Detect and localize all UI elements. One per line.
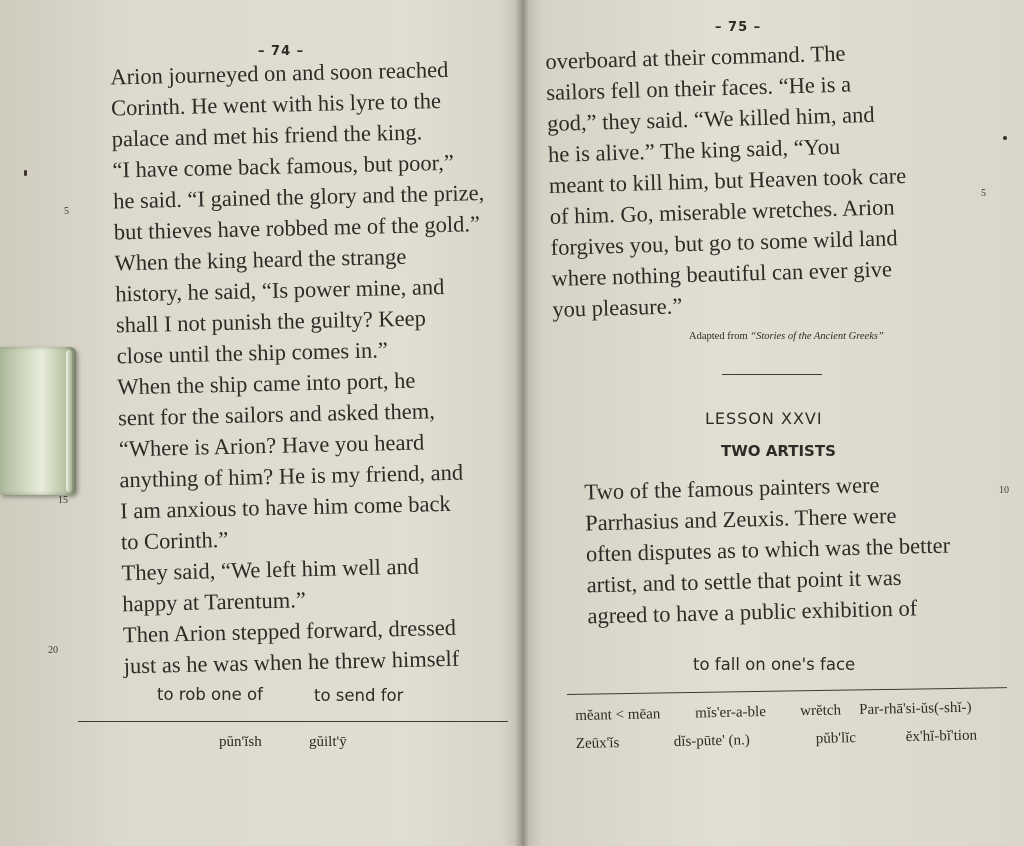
left-page-text [88, 53, 514, 682]
pronunciation-guide [575, 695, 1016, 764]
text-line: shall I not punish the guilty? Keep [115, 305, 427, 338]
text-line: I am anxious to have him come back [119, 490, 451, 524]
paragraph [88, 53, 502, 155]
text-line: “Where is Arion? Have you heard [118, 429, 425, 462]
section-rule [722, 374, 822, 375]
text-line: happy at Tarentum.” [122, 587, 307, 617]
paragraph [92, 239, 507, 372]
text-line: he is alive.” The king said, “You [547, 133, 841, 167]
pronunciation: pŭn'ĭsh [219, 734, 262, 750]
paragraph [101, 611, 514, 682]
pronunciation: wrĕtch [800, 702, 842, 720]
pronunciation: Zeūx'ĭs [575, 735, 620, 752]
footnote-rule [78, 721, 508, 722]
text-line: Two of the famous painters were [584, 472, 880, 505]
paragraph [562, 466, 998, 632]
paragraph [90, 146, 504, 248]
text-line: of him. Go, miserable wretches. Arion [549, 194, 895, 229]
text-line: They said, “We left him well and [121, 553, 420, 586]
text-line: Then Arion stepped forward, dressed [122, 614, 457, 648]
pronunciation: Par-rhā'si-ŭs(-shĭ-) [859, 699, 972, 719]
text-line: history, he said, “Is power mine, and [114, 273, 445, 307]
text-line: you pleasure.” [552, 293, 683, 322]
paragraph [95, 363, 511, 558]
glass-page-weight-edge [66, 350, 72, 492]
pronunciation: dĭs-pūte' (n.) [673, 732, 750, 750]
text-line: to Corinth.” [120, 526, 229, 555]
text-line: artist, and to settle that point it was [586, 564, 902, 598]
right-page-text-bottom [562, 466, 998, 632]
paragraph [545, 34, 973, 325]
text-line: meant to kill him, but Heaven took care [548, 162, 907, 198]
footnote-rule [567, 687, 1007, 695]
footnote: to fall on one's face [693, 655, 856, 674]
text-line: sailors fell on their faces. “He is a [545, 71, 852, 105]
footnote: to send for [314, 686, 404, 705]
text-line: “I have come back famous, but poor,” [112, 149, 455, 183]
line-number: 20 [48, 645, 58, 656]
line-number: 15 [58, 495, 68, 506]
page-number-74: – 74 – [258, 44, 305, 59]
footnote: to rob one of [157, 685, 263, 704]
ink-speck [1003, 136, 1007, 140]
text-line: Corinth. He went with his lyre to the [110, 88, 442, 121]
text-line: often disputes as to which was the better [585, 532, 951, 567]
text-line: Arion journeyed on and soon reached [110, 56, 449, 90]
attribution-prefix: Adapted from [689, 331, 748, 342]
text-line: close until the ship comes in.” [116, 337, 389, 369]
text-line: but thieves have robbed me of the gold.” [113, 211, 481, 245]
text-line: where nothing beautiful can ever give [551, 256, 893, 291]
paragraph [99, 549, 512, 620]
text-line: When the ship came into port, he [117, 367, 416, 400]
text-line: Parrhasius and Zeuxis. There were [584, 502, 897, 536]
lesson-title: TWO ARTISTS [721, 442, 836, 460]
pronunciation: pŭb'lĭc [815, 730, 857, 747]
right-page-text-top [545, 34, 973, 325]
pronunciation: ĕx'hĭ-bĭ'tion [905, 727, 978, 746]
text-line: agreed to have a public exhibition of [587, 595, 918, 629]
attribution [689, 331, 884, 342]
lesson-number: LESSON XXVI [705, 409, 823, 428]
line-number: 10 [999, 485, 1009, 496]
text-line: overboard at their command. The [545, 40, 846, 74]
ink-speck [24, 170, 27, 176]
pronunciation: mĕant < mēan [575, 706, 661, 724]
right-page [525, 0, 1024, 846]
text-line: When the king heard the strange [114, 243, 407, 276]
text-line: just as he was when he threw himself [123, 645, 460, 679]
pronunciation: mĭs'er-a-ble [695, 704, 767, 722]
attribution-title: “Stories of the Ancient Greeks” [750, 331, 884, 342]
text-line: god,” they said. “We killed him, and [546, 101, 875, 136]
page-number-75: – 75 – [715, 20, 762, 35]
text-line: anything of him? He is my friend, and [119, 459, 464, 493]
text-line: he said. “I gained the glory and the prize, [112, 180, 485, 214]
glass-page-weight [0, 347, 76, 495]
line-number: 5 [981, 188, 986, 199]
text-line: palace and met his friend the king. [111, 119, 423, 152]
text-line: forgives you, but go to some wild land [550, 225, 898, 260]
text-line: sent for the sailors and asked them, [117, 398, 436, 431]
line-number: 5 [64, 206, 69, 217]
pronunciation: gŭilt'ȳ [309, 734, 347, 750]
